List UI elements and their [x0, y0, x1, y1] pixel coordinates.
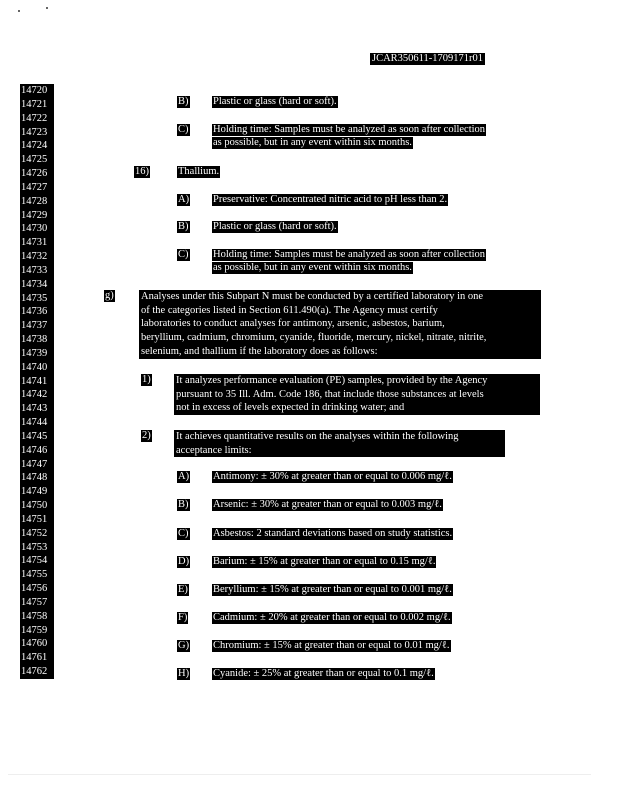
paragraph-line: selenium, and thallium if the laboratory does as follows:: [141, 345, 378, 357]
line-number: 14747: [21, 458, 48, 470]
item-text: Cadmium: ± 20% at greater than or equal to 0.002 mg/ℓ.: [213, 612, 451, 623]
line-number: 14734: [21, 278, 48, 290]
item-text: Arsenic: ± 30% at greater than or equal to 0.003 mg/ℓ.: [213, 499, 442, 510]
line-number: 14730: [21, 223, 48, 235]
line-number: 14726: [21, 168, 48, 180]
line-number: 14746: [21, 444, 48, 456]
item-label: C): [178, 249, 189, 260]
scan-specks: [16, 6, 56, 16]
item-text: Barium: ± 15% at greater than or equal to 0.15 mg/ℓ.: [213, 556, 436, 567]
paragraph-line: laboratories to conduct analyses for antimony, arsenic, asbestos, barium,: [141, 318, 445, 330]
item-text: Beryllium: ± 15% at greater than or equal to 0.001 mg/ℓ.: [213, 584, 452, 595]
line-number: 14757: [21, 596, 48, 608]
paragraph-line: pursuant to 35 Ill. Adm. Code 186, that include those substances at levels: [176, 388, 484, 400]
line-number: 14736: [21, 306, 48, 318]
item-label: A): [178, 194, 190, 205]
line-number: 14731: [21, 237, 48, 249]
item-label: G): [178, 640, 190, 651]
line-number: 14749: [21, 486, 48, 498]
line-number: 14728: [21, 195, 48, 207]
item-label: g): [105, 290, 114, 301]
item-text: Plastic or glass (hard or soft).: [213, 96, 337, 107]
item-label: F): [178, 612, 188, 623]
item-text: as possible, but in any event within six months.: [213, 137, 412, 148]
paragraph-line: Analyses under this Subpart N must be conducted by a certified laboratory in one: [141, 291, 484, 302]
line-number: 14754: [21, 555, 48, 567]
line-number: 14727: [21, 181, 48, 193]
line-number: 14762: [21, 666, 48, 678]
line-number: 14737: [21, 320, 48, 332]
line-number-column: [20, 84, 54, 679]
paragraph: [174, 374, 540, 415]
item-label: B): [178, 221, 189, 232]
item-label: 1): [142, 374, 151, 385]
item-label: 16): [135, 166, 149, 177]
line-number: 14732: [21, 251, 48, 263]
line-number: 14751: [21, 513, 48, 525]
paragraph-line: not in excess of levels expected in drinking water; and: [176, 402, 405, 414]
line-number: 14729: [21, 209, 48, 221]
line-number: 14723: [21, 126, 48, 138]
item-text: Antimony: ± 30% at greater than or equal to 0.006 mg/ℓ.: [213, 471, 452, 482]
line-number: 14759: [21, 624, 48, 636]
line-number: 14758: [21, 610, 48, 622]
item-label: 2): [142, 430, 151, 441]
item-text: Chromium: ± 15% at greater than or equal to 0.01 mg/ℓ.: [213, 640, 450, 651]
item-text: Preservative: Concentrated nitric acid to pH less than 2.: [213, 194, 448, 205]
line-number: 14739: [21, 347, 48, 359]
item-label: C): [178, 528, 189, 539]
line-number: 14761: [21, 652, 48, 664]
paragraph: [139, 290, 541, 359]
paragraph-line: It achieves quantitative results on the analyses within the following: [176, 431, 459, 442]
line-number: 14753: [21, 541, 48, 553]
line-number: 14748: [21, 472, 48, 484]
item-label: B): [178, 96, 189, 107]
item-label: D): [178, 556, 190, 567]
item-text: Plastic or glass (hard or soft).: [213, 221, 337, 232]
paragraph-line: acceptance limits:: [176, 444, 252, 456]
line-number: 14721: [21, 98, 48, 110]
line-number: 14745: [21, 430, 48, 442]
line-number: 14741: [21, 375, 48, 387]
item-label: C): [178, 124, 189, 135]
line-number: 14724: [21, 140, 48, 152]
paragraph: [174, 430, 505, 457]
item-label: H): [178, 668, 190, 679]
line-number: 14733: [21, 264, 48, 276]
item-text: Cyanide: ± 25% at greater than or equal to 0.1 mg/ℓ.: [213, 668, 434, 679]
line-number: 14740: [21, 361, 48, 373]
line-number: 14735: [21, 292, 48, 304]
paragraph-line: beryllium, cadmium, chromium, cyanide, fluoride, mercury, nickel, nitrate, nitrite,: [141, 332, 487, 344]
paragraph-line: of the categories listed in Section 611.490(a). The Agency must certify: [141, 304, 438, 316]
item-label: A): [178, 471, 190, 482]
line-number: 14722: [21, 112, 48, 124]
paragraph-line: It analyzes performance evaluation (PE) samples, provided by the Agency: [176, 375, 488, 386]
item-text: Asbestos: 2 standard deviations based on study statistics.: [213, 528, 453, 539]
line-number: 14744: [21, 417, 48, 429]
item-label: E): [178, 584, 188, 595]
item-label: B): [178, 499, 189, 510]
item-text: Thallium.: [178, 166, 220, 177]
page-bottom-edge: [8, 774, 591, 775]
line-number: 14752: [21, 527, 48, 539]
line-number: 14743: [21, 403, 48, 415]
line-number: 14756: [21, 583, 48, 595]
document-id: JCAR350611-1709171r01: [372, 53, 484, 64]
line-number: 14750: [21, 500, 48, 512]
item-text: as possible, but in any event within six months.: [213, 262, 412, 273]
item-text: Holding time: Samples must be analyzed as soon after collection: [213, 249, 486, 260]
item-text: Holding time: Samples must be analyzed as soon after collection: [213, 124, 486, 135]
line-number: 14742: [21, 389, 48, 401]
line-number: 14725: [21, 154, 48, 166]
line-number: 14720: [21, 85, 48, 96]
line-number: 14760: [21, 638, 48, 650]
line-number: 14738: [21, 334, 48, 346]
line-number: 14755: [21, 569, 48, 581]
